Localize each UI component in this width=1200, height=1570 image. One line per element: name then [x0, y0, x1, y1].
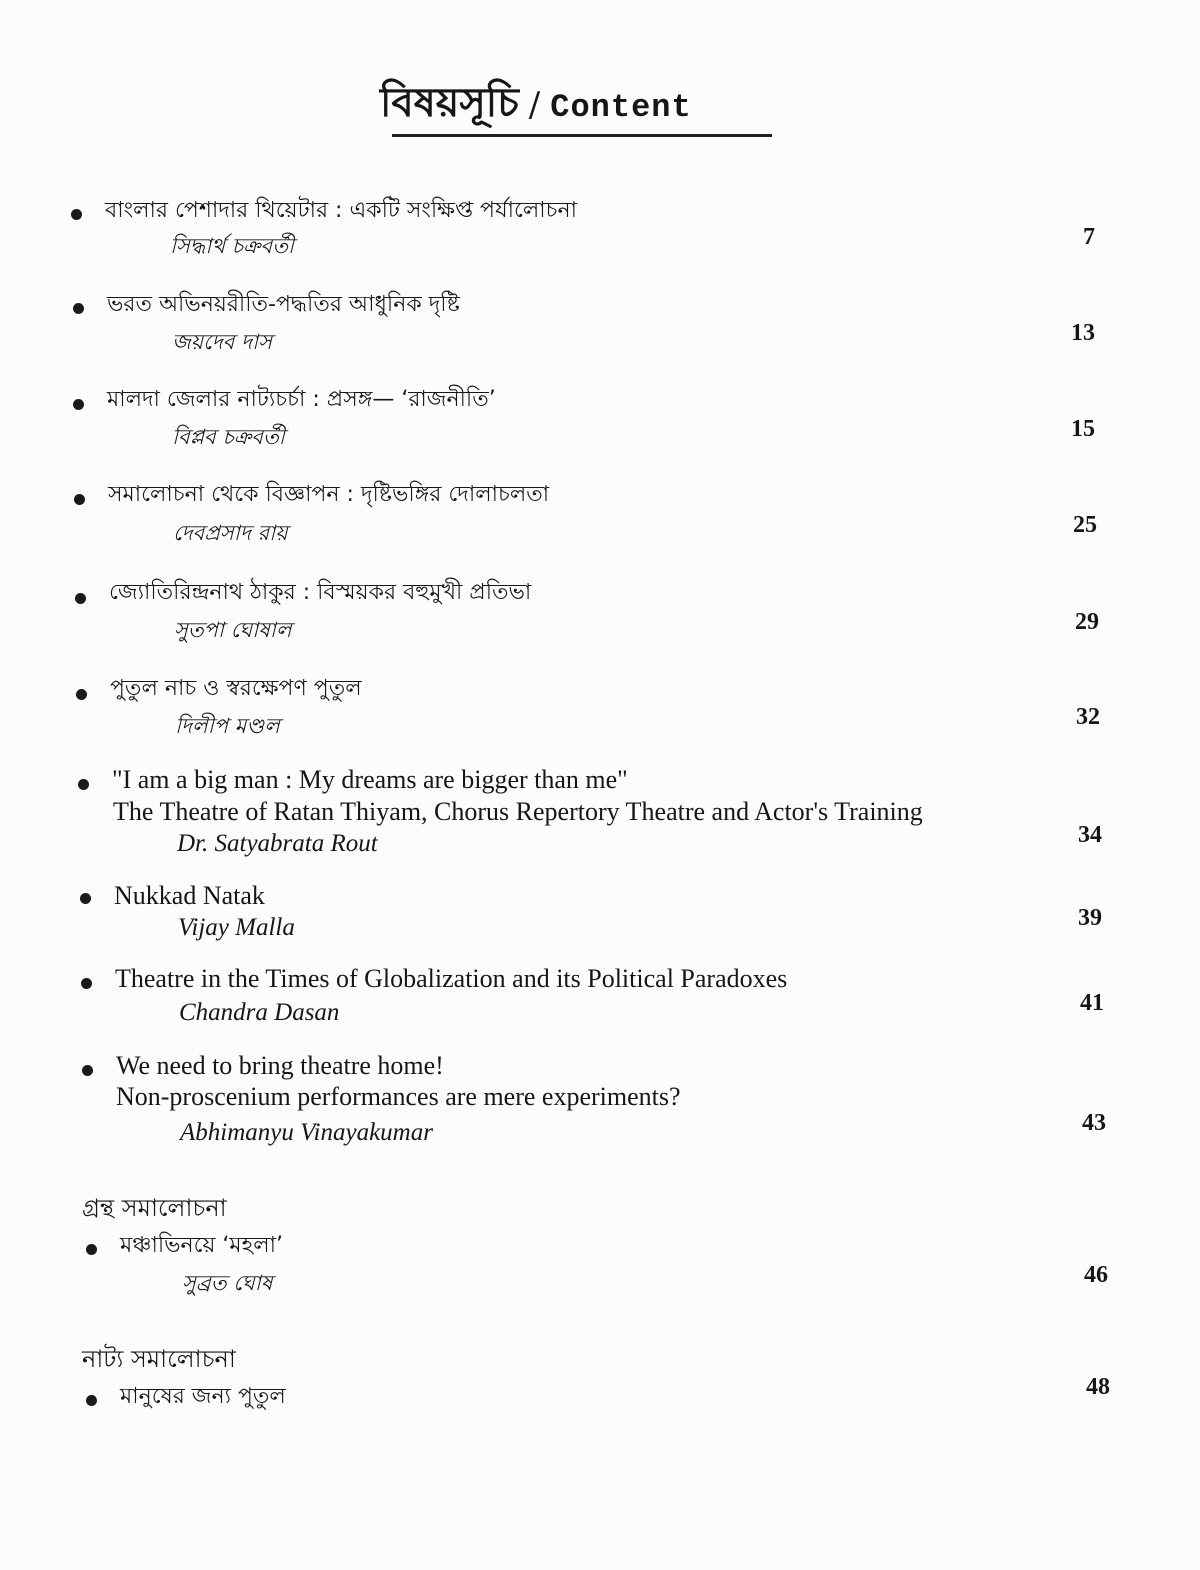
page-title — [380, 80, 800, 150]
entry-subtitle: The Theatre of Ratan Thiyam, Chorus Repertory Theatre and Actor's Training — [113, 797, 923, 826]
entry-page: 29 — [1075, 609, 1099, 635]
entry-title: বাংলার পেশাদার থিয়েটার : একটি সংক্ষিপ্ত পর্যালোচনা — [105, 198, 578, 223]
bullet-icon — [73, 399, 84, 410]
entry-page: 46 — [1084, 1262, 1108, 1288]
bullet-icon — [71, 209, 82, 220]
entry-page: 48 — [1086, 1374, 1110, 1400]
entry-page: 15 — [1071, 416, 1095, 442]
entry-title: মঞ্চাভিনয়ে ‘মহলা’ — [120, 1233, 283, 1258]
entry-author: Vijay Malla — [178, 914, 295, 941]
title-separator: / — [528, 85, 541, 125]
entry-page: 39 — [1078, 905, 1102, 931]
entry-title: ভরত অভিনয়রীতি-পদ্ধতির আধুনিক দৃষ্টি — [107, 292, 460, 317]
section-heading-book-review: গ্রন্থ সমালোচনা — [82, 1194, 227, 1222]
entry-author: জয়দেব দাস — [172, 330, 272, 354]
title-underline — [392, 134, 772, 137]
entry-page: 43 — [1082, 1110, 1106, 1136]
entry-title: জ্যোতিরিন্দ্রনাথ ঠাকুর : বিস্ময়কর বহুমুখী প্রতিভা — [109, 580, 532, 605]
entry-author: সুতপা ঘোষাল — [174, 618, 292, 642]
bullet-icon — [74, 494, 85, 505]
title-english: Content — [550, 89, 692, 126]
title-bengali: বিষয়সূচি — [380, 80, 519, 126]
entry-author: সিদ্ধার্থ চক্রবর্তী — [170, 234, 294, 258]
entry-page: 13 — [1071, 320, 1095, 346]
entry-author: সুব্রত ঘোষ — [182, 1271, 273, 1295]
bullet-icon — [82, 1065, 93, 1076]
bullet-icon — [80, 893, 91, 904]
entry-title: মানুষের জন্য পুতুল — [120, 1384, 286, 1409]
entry-page: 32 — [1076, 704, 1100, 730]
bullet-icon — [81, 978, 92, 989]
entry-author: Abhimanyu Vinayakumar — [180, 1119, 433, 1146]
entry-title: মালদা জেলার নাট্যচর্চা : প্রসঙ্গ— ‘রাজনীতি’ — [107, 387, 496, 412]
entry-author: Dr. Satyabrata Rout — [177, 830, 378, 857]
entry-page: 34 — [1078, 822, 1102, 848]
bullet-icon — [86, 1395, 97, 1406]
entry-author: বিপ্লব চক্রবর্তী — [172, 425, 285, 449]
entry-author: দেবপ্রসাদ রায় — [173, 521, 288, 545]
entry-title: সমালোচনা থেকে বিজ্ঞাপন : দৃষ্টিভঙ্গির দোলাচলতা — [108, 482, 550, 507]
entry-title: "I am a big man : My dreams are bigger than me" — [112, 765, 628, 794]
entry-title: Theatre in the Times of Globalization and its Political Paradoxes — [115, 964, 788, 993]
entry-author: দিলীপ মণ্ডল — [175, 714, 280, 738]
bullet-icon — [86, 1244, 97, 1255]
bullet-icon — [73, 303, 84, 314]
entry-title: Nukkad Natak — [114, 881, 265, 910]
bullet-icon — [78, 779, 89, 790]
entry-title: পুতুল নাচ ও স্বরক্ষেপণ পুতুল — [110, 676, 362, 701]
bullet-icon — [75, 593, 86, 604]
entry-page: 41 — [1080, 990, 1104, 1016]
bullet-icon — [76, 689, 87, 700]
entry-subtitle: Non-proscenium performances are mere experiments? — [116, 1082, 681, 1111]
entry-page: 25 — [1073, 512, 1097, 538]
entry-title: We need to bring theatre home! — [116, 1051, 444, 1080]
entry-author: Chandra Dasan — [179, 999, 340, 1026]
section-heading-theatre-review: নাট্য সমালোচনা — [82, 1345, 236, 1373]
entry-page: 7 — [1083, 224, 1095, 250]
